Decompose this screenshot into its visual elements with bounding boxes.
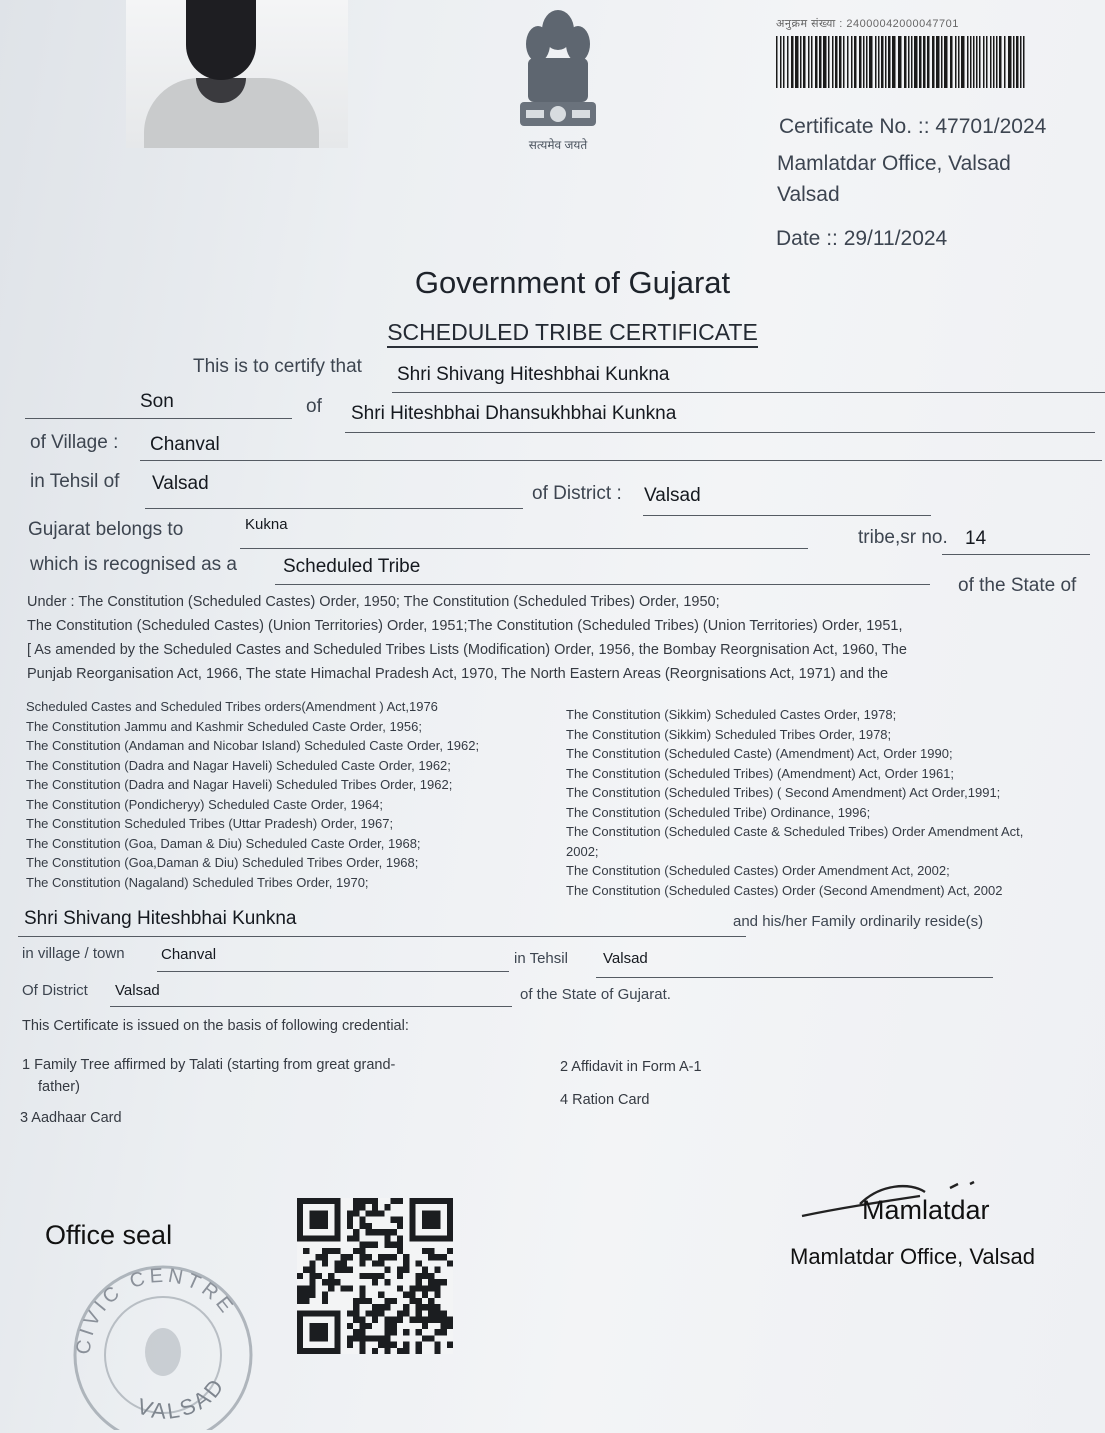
order-item: The Constitution (Goa,Daman & Diu) Scheduled Tribes Order, 1968; [26, 855, 419, 870]
barcode [776, 36, 1026, 88]
tribe-name: Kukna [245, 516, 288, 533]
credential-item: 3 Aadhaar Card [20, 1110, 122, 1126]
seal-top-text: CIVIC CENTRE [72, 1264, 240, 1356]
resident-name: Shri Shivang Hiteshbhai Kunkna [24, 908, 297, 929]
issue-date: Date :: 29/11/2024 [776, 227, 948, 250]
tehsil-value: Valsad [152, 473, 209, 494]
applicant-photo [126, 0, 348, 148]
credential-item: 2 Affidavit in Form A-1 [560, 1059, 702, 1075]
order-item: The Constitution (Goa, Daman & Diu) Scheduled Caste Order, 1968; [26, 835, 421, 851]
orders-right-list [566, 705, 1023, 900]
order-item: The Constitution Scheduled Tribes (Uttar Pradesh) Order, 1967; [26, 816, 394, 831]
order-item: The Constitution (Scheduled Tribe) Ordinance, 1996; [566, 804, 871, 820]
order-item: The Constitution (Scheduled Tribes) ( Second Amendment) Act Order,1991; [566, 785, 1001, 800]
office-seal-stamp [68, 1260, 258, 1430]
tribe-sr-label: tribe,sr no. [858, 527, 948, 548]
order-item: The Constitution (Scheduled Caste) (Amendment) Act, Order 1990; [566, 746, 953, 761]
tehsil-label: in Tehsil of [30, 471, 120, 492]
state-of-label: of the State of [958, 575, 1077, 596]
village-value: Chanval [150, 434, 220, 455]
order-item: The Constitution Jammu and Kashmir Scheduled Caste Order, 1956; [26, 718, 422, 734]
relation: Son [140, 391, 174, 412]
residence-district: Valsad [115, 982, 160, 999]
orders-left-list [26, 697, 479, 892]
order-item: The Constitution (Dadra and Nagar Haveli) Scheduled Tribes Order, 1962; [26, 777, 453, 792]
under-line: Under : The Constitution (Scheduled Castes) Order, 1950; The Constitution (Scheduled Tribes) Order, 1950; [27, 594, 720, 610]
residence-district-label: Of District [22, 982, 88, 999]
belongs-label: Gujarat belongs to [28, 519, 184, 540]
certify-label: This is to certify that [193, 356, 362, 377]
credentials-intro: This Certificate is issued on the basis of following credential: [22, 1018, 409, 1034]
under-line: Punjab Reorganisation Act, 1966, The state Himachal Pradesh Act, 1970, The North Eastern Areas (Reorgnisations Act, 1971) and the [27, 666, 889, 682]
office-seal-label: Office seal [45, 1220, 173, 1250]
certificate-number: Certificate No. :: 47701/2024 [779, 115, 1047, 138]
order-item: The Constitution (Sikkim) Scheduled Tribes Order, 1978; [566, 726, 892, 742]
tribe-sr-value: 14 [965, 528, 987, 549]
signatory-office: Mamlatdar Office, Valsad [790, 1244, 1035, 1269]
order-item: The Constitution (Scheduled Caste & Scheduled Tribes) Order Amendment Act, [566, 824, 1024, 839]
recognised-value: Scheduled Tribe [283, 556, 421, 577]
reside-label: and his/her Family ordinarily reside(s) [733, 913, 984, 930]
residence-tehsil: Valsad [603, 950, 648, 967]
verification-qr-code [296, 1198, 454, 1354]
order-item: The Constitution (Pondicheryy) Scheduled Caste Order, 1964; [26, 796, 383, 812]
district-value: Valsad [644, 485, 701, 506]
order-item: The Constitution (Scheduled Tribes) (Amendment) Act, Order 1961; [566, 765, 955, 781]
issuing-place: Valsad [777, 183, 840, 206]
residence-state: of the State of Gujarat. [520, 986, 671, 1003]
order-item: 2002; [566, 843, 599, 859]
emblem-motto: सत्यमेव जयते [528, 138, 588, 152]
government-title: Government of Gujarat [414, 265, 731, 300]
order-item: Scheduled Castes and Scheduled Tribes orders(Amendment ) Act,1976 [26, 699, 438, 714]
of-label: of [306, 396, 322, 417]
certificate-title [0, 319, 1105, 346]
certificate-title-text: SCHEDULED TRIBE CERTIFICATE [387, 319, 758, 348]
residence-village: Chanval [161, 946, 217, 963]
order-item: The Constitution (Scheduled Castes) Order (Second Amendment) Act, 2002 [566, 882, 1003, 898]
credential-item: 1 Family Tree affirmed by Talati (starting from great grand- [22, 1057, 396, 1073]
seal-bottom-text: VALSAD [133, 1372, 231, 1424]
village-label: of Village : [30, 432, 119, 453]
credential-item: 4 Ration Card [560, 1092, 650, 1108]
national-emblem-icon [514, 2, 602, 140]
order-item: The Constitution (Sikkim) Scheduled Castes Order, 1978; [566, 707, 897, 722]
residence-village-label: in village / town [22, 945, 125, 962]
recognised-label: which is recognised as a [30, 554, 237, 575]
under-line: The Constitution (Scheduled Castes) (Union Territories) Order, 1951;The Constitution (Scheduled Tribes) (Union Territories) Order, 1951, [27, 618, 903, 634]
residence-tehsil-label: in Tehsil [514, 950, 568, 967]
district-label: of District : [532, 483, 622, 504]
issuing-office: Mamlatdar Office, Valsad [777, 152, 1011, 175]
order-item: The Constitution (Scheduled Castes) Order Amendment Act, 2002; [566, 863, 950, 878]
order-item: The Constitution (Andaman and Nicobar Island) Scheduled Caste Order, 1962; [26, 738, 480, 753]
svg-text:VALSAD [134, 1372, 230, 1424]
barcode-number: अनुक्रम संख्या : 24000042000047701 [776, 18, 959, 30]
order-item: The Constitution (Dadra and Nagar Haveli) Scheduled Caste Order, 1962; [26, 757, 451, 773]
under-paragraph [27, 590, 1087, 686]
under-line: [ As amended by the Scheduled Castes and Scheduled Tribes Lists (Modification) Order, 1956, the Bombay Reorgnisation Act, 1960, The [27, 642, 907, 658]
order-item: The Constitution (Nagaland) Scheduled Tribes Order, 1970; [26, 874, 369, 890]
credential-item-cont: father) [38, 1079, 80, 1095]
holder-name: Shri Shivang Hiteshbhai Kunkna [397, 364, 670, 385]
parent-name: Shri Hiteshbhai Dhansukhbhai Kunkna [351, 403, 677, 424]
signatory-title: Mamlatdar [862, 1195, 990, 1225]
